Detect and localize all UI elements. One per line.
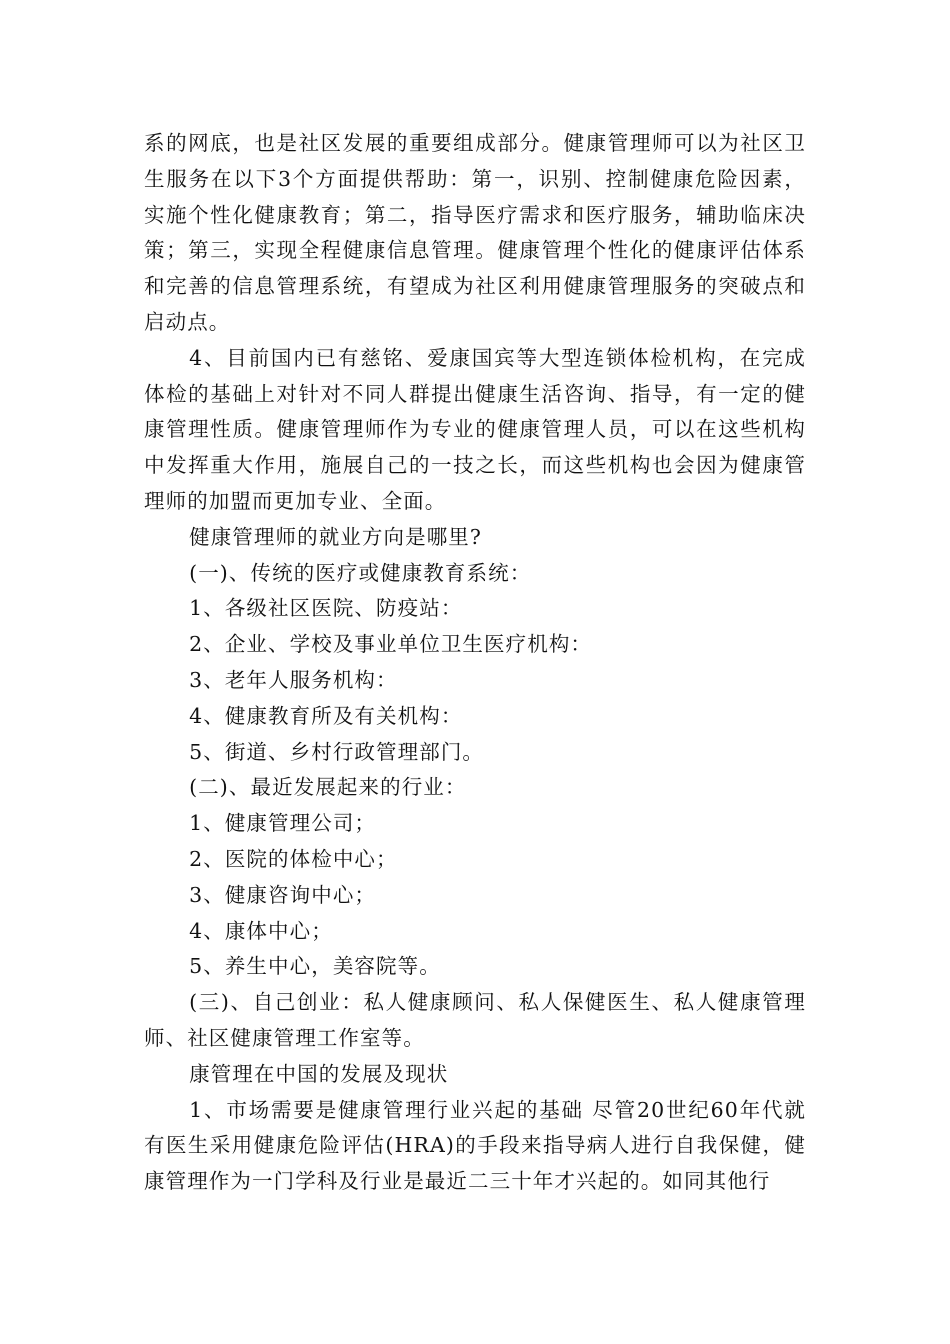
- list-item: 2、医院的体检中心；: [189, 846, 398, 871]
- paragraph-market-demand: 1、市场需要是健康管理行业兴起的基础 尽管20世纪60年代就有医生采用健康危险评估(HRA)的手段来指导病人进行自我保健，健康管理作为一门学科及行业是最近二三十年才兴起的。如同其他行: [144, 1097, 806, 1194]
- section-heading-china-development: 康管理在中国的发展及现状: [189, 1061, 449, 1086]
- document-body: [144, 126, 806, 1200]
- paragraph-continuation: 系的网底，也是社区发展的重要组成部分。健康管理师可以为社区卫生服务在以下3个方面提供帮助：第一，识别、控制健康危险因素，实施个性化健康教育；第二，指导医疗需求和医疗服务，辅助临床决策；第三，实现全程健康信息管理。健康管理个性化的健康评估体系和完善的信息管理系统，有望成为社区利用健康管理服务的突破点和启动点。: [144, 131, 806, 334]
- list-item: 1、健康管理公司；: [189, 811, 377, 836]
- list-item: 2、企业、学校及事业单位卫生医疗机构：: [189, 632, 593, 657]
- list-item: 3、健康咨询中心；: [189, 882, 377, 907]
- list-item: 4、康体中心；: [189, 918, 333, 943]
- paragraph-self-employment: (三)、自己创业：私人健康顾问、私人保健医生、私人健康管理师、社区健康管理工作室等。: [144, 990, 806, 1050]
- paragraph-chain-clinics: 4、目前国内已有慈铭、爱康国宾等大型连锁体检机构，在完成体检的基础上对针对不同人群提出健康生活咨询、指导，有一定的健康管理性质。健康管理师作为专业的健康管理人员，可以在这些机构中发挥重大作用，施展自己的一技之长，而这些机构也会因为健康管理师的加盟而更加专业、全面。: [144, 345, 806, 513]
- subheading-traditional-systems: (一)、传统的医疗或健康教育系统：: [189, 560, 532, 585]
- list-item: 1、各级社区医院、防疫站：: [189, 596, 463, 621]
- list-item: 3、老年人服务机构：: [189, 667, 398, 692]
- list-item: 4、健康教育所及有关机构：: [189, 703, 463, 728]
- list-item: 5、街道、乡村行政管理部门。: [189, 739, 485, 764]
- subheading-emerging-industries: (二)、最近发展起来的行业：: [189, 775, 467, 800]
- section-heading-employment: 健康管理师的就业方向是哪里?: [189, 524, 482, 549]
- list-item: 5、养生中心，美容院等。: [189, 954, 441, 979]
